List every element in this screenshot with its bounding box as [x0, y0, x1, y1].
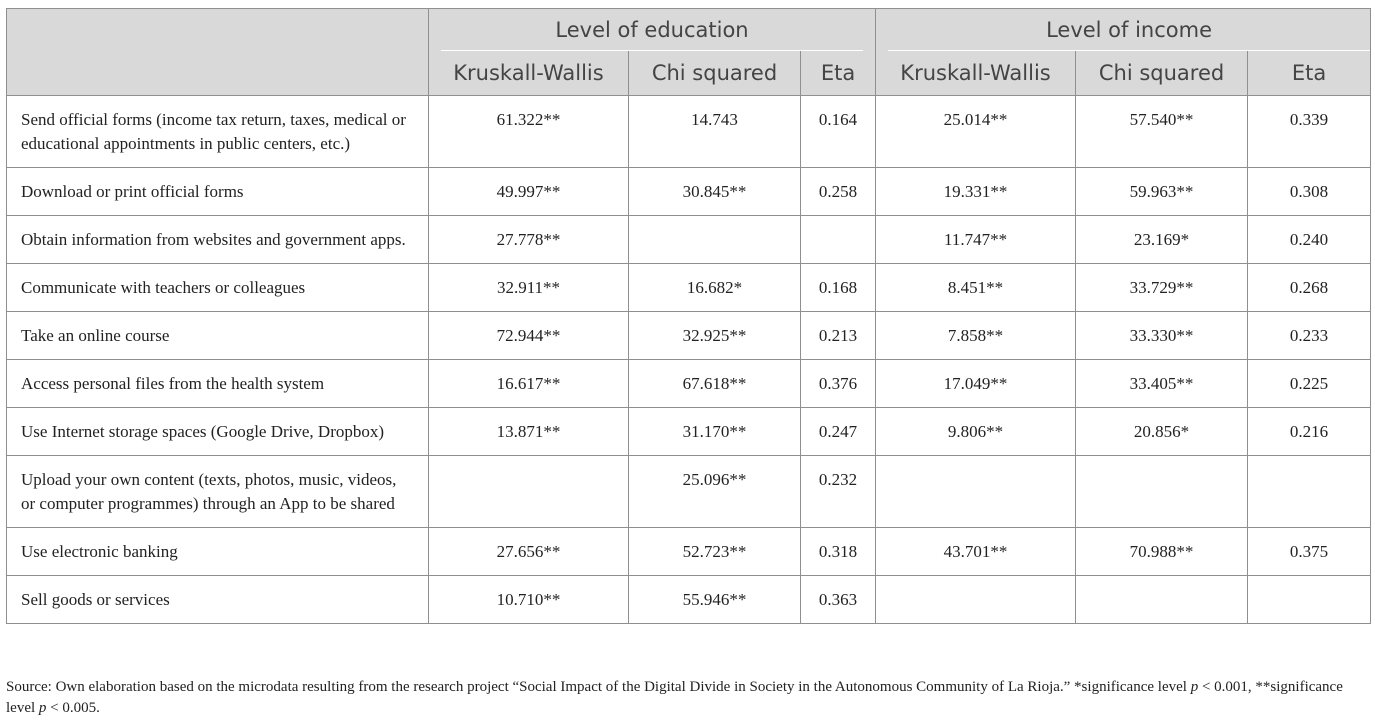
- table-cell: 32.925**: [629, 312, 801, 360]
- table-cell: 57.540**: [1076, 96, 1248, 168]
- table-cell: 55.946**: [629, 576, 801, 624]
- table-cell: 0.363: [801, 576, 876, 624]
- row-label: Upload your own content (texts, photos, music, videos, or computer programmes) through an App to be shared: [7, 456, 429, 528]
- table-body: [7, 96, 1371, 624]
- table-footnote: [6, 677, 1370, 719]
- table-cell: 27.778**: [429, 216, 629, 264]
- table-cell: 8.451**: [876, 264, 1076, 312]
- table-cell: [801, 216, 876, 264]
- table-row: [7, 312, 1371, 360]
- table-cell: 0.339: [1248, 96, 1371, 168]
- table-cell: 10.710**: [429, 576, 629, 624]
- table-header: [7, 9, 1371, 96]
- table-cell: [1248, 456, 1371, 528]
- table-cell: 16.682*: [629, 264, 801, 312]
- table-cell: 0.225: [1248, 360, 1371, 408]
- table-cell: 0.216: [1248, 408, 1371, 456]
- row-label: Sell goods or services: [7, 576, 429, 624]
- table-cell: 16.617**: [429, 360, 629, 408]
- table-row: [7, 216, 1371, 264]
- row-label: Communicate with teachers or colleagues: [7, 264, 429, 312]
- table-cell: 17.049**: [876, 360, 1076, 408]
- table-cell: 49.997**: [429, 168, 629, 216]
- table-cell: [876, 456, 1076, 528]
- table-row: [7, 96, 1371, 168]
- table-cell: [629, 216, 801, 264]
- table-cell: 32.911**: [429, 264, 629, 312]
- table-cell: 0.268: [1248, 264, 1371, 312]
- table-cell: 25.014**: [876, 96, 1076, 168]
- table-cell: 0.232: [801, 456, 876, 528]
- table-cell: 0.213: [801, 312, 876, 360]
- table-cell: 31.170**: [629, 408, 801, 456]
- table-cell: [429, 456, 629, 528]
- table-row: [7, 168, 1371, 216]
- column-header: Chi squared: [629, 51, 801, 96]
- table-cell: 14.743: [629, 96, 801, 168]
- table-cell: 9.806**: [876, 408, 1076, 456]
- table-cell: [1248, 576, 1371, 624]
- table-cell: [876, 576, 1076, 624]
- table-cell: 0.375: [1248, 528, 1371, 576]
- table-cell: 72.944**: [429, 312, 629, 360]
- table-cell: 0.240: [1248, 216, 1371, 264]
- table-cell: 13.871**: [429, 408, 629, 456]
- table-cell: 0.164: [801, 96, 876, 168]
- column-header: Eta: [801, 51, 876, 96]
- table-row: [7, 264, 1371, 312]
- row-label: Take an online course: [7, 312, 429, 360]
- table-cell: 0.318: [801, 528, 876, 576]
- table-cell: 27.656**: [429, 528, 629, 576]
- table-row: [7, 528, 1371, 576]
- table-row: [7, 456, 1371, 528]
- footnote-p-symbol: p: [1190, 679, 1199, 695]
- table-cell: 52.723**: [629, 528, 801, 576]
- table-cell: 25.096**: [629, 456, 801, 528]
- table-cell: 19.331**: [876, 168, 1076, 216]
- table-cell: 0.233: [1248, 312, 1371, 360]
- column-header: Eta: [1248, 51, 1371, 96]
- column-header: Kruskall-Wallis: [876, 51, 1076, 96]
- row-label: Obtain information from websites and government apps.: [7, 216, 429, 264]
- table-cell: 0.168: [801, 264, 876, 312]
- row-label: Send official forms (income tax return, taxes, medical or educational appointments in public centers, etc.): [7, 96, 429, 168]
- footnote-text: Source: Own elaboration based on the microdata resulting from the research project “Social Impact of the Digital Divide in Society in the Autonomous Community of La Rioja.” *significance level: [6, 679, 1191, 695]
- table-cell: 0.376: [801, 360, 876, 408]
- column-header: Kruskall-Wallis: [429, 51, 629, 96]
- table-cell: 0.308: [1248, 168, 1371, 216]
- table-container: [6, 8, 1370, 624]
- group-header-education: Level of education: [429, 9, 876, 52]
- table-cell: 11.747**: [876, 216, 1076, 264]
- table-cell: 30.845**: [629, 168, 801, 216]
- table-cell: 33.330**: [1076, 312, 1248, 360]
- table-cell: 43.701**: [876, 528, 1076, 576]
- column-header: Chi squared: [1076, 51, 1248, 96]
- footnote-text: < 0.001, **significance level: [6, 679, 1343, 716]
- header-corner: [7, 9, 429, 96]
- row-label: Download or print official forms: [7, 168, 429, 216]
- row-label: Access personal files from the health system: [7, 360, 429, 408]
- table-cell: 59.963**: [1076, 168, 1248, 216]
- table-cell: 67.618**: [629, 360, 801, 408]
- table-cell: 70.988**: [1076, 528, 1248, 576]
- row-label: Use Internet storage spaces (Google Drive, Dropbox): [7, 408, 429, 456]
- row-label: Use electronic banking: [7, 528, 429, 576]
- table-cell: 33.729**: [1076, 264, 1248, 312]
- table-cell: 23.169*: [1076, 216, 1248, 264]
- footnote-text: < 0.005.: [46, 700, 100, 716]
- footnote-p-symbol: p: [38, 700, 47, 716]
- table-cell: 20.856*: [1076, 408, 1248, 456]
- table-cell: 0.258: [801, 168, 876, 216]
- table-cell: 61.322**: [429, 96, 629, 168]
- table-row: [7, 576, 1371, 624]
- results-table: [6, 8, 1371, 624]
- table-row: [7, 360, 1371, 408]
- table-cell: [1076, 456, 1248, 528]
- table-cell: [1076, 576, 1248, 624]
- table-cell: 0.247: [801, 408, 876, 456]
- table-cell: 33.405**: [1076, 360, 1248, 408]
- table-cell: 7.858**: [876, 312, 1076, 360]
- group-header-income: Level of income: [876, 9, 1371, 52]
- table-row: [7, 408, 1371, 456]
